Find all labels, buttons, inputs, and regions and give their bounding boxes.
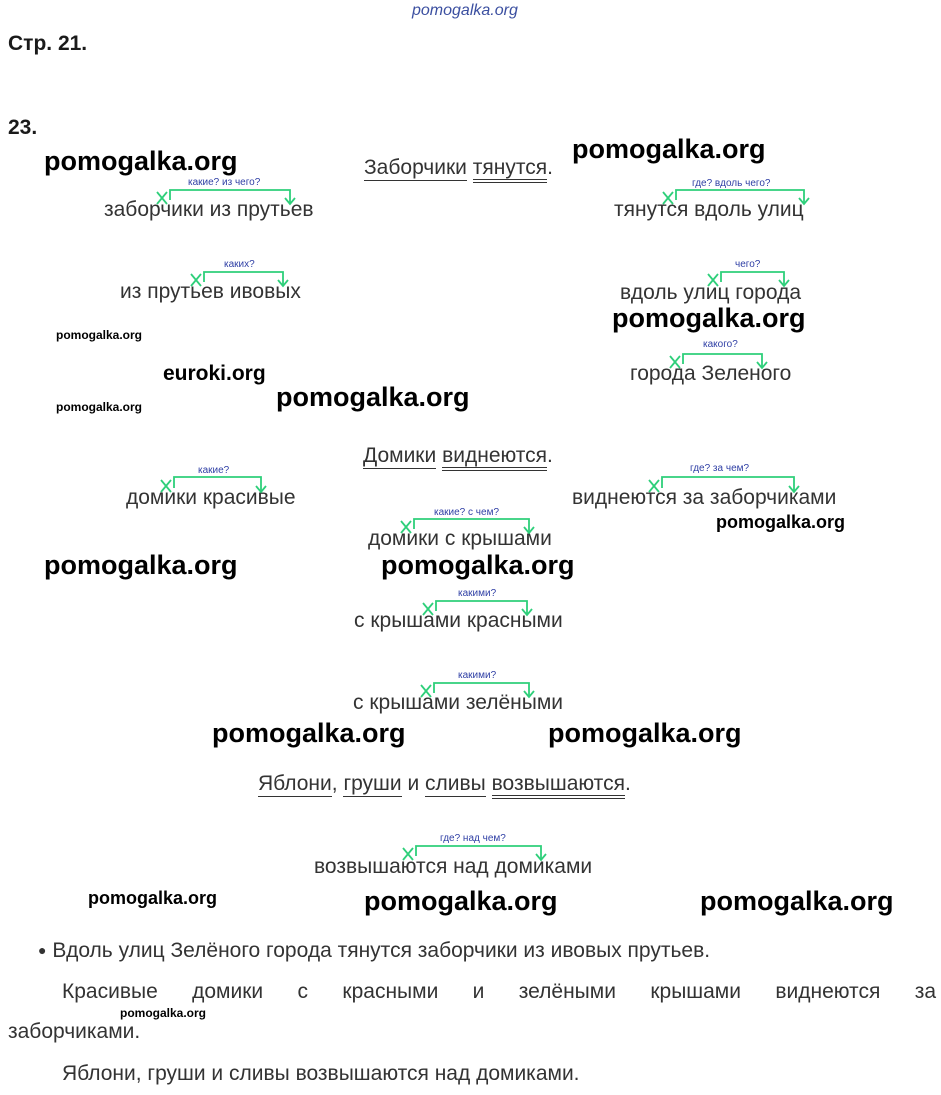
watermark: pomogalka.org — [56, 400, 143, 414]
dependency-arc — [663, 190, 809, 204]
dependency-arc — [161, 477, 266, 492]
phrase: города Зеленого — [630, 362, 792, 385]
watermark: pomogalka.org — [548, 718, 742, 748]
period: . — [547, 444, 553, 467]
comma: , — [331, 772, 338, 795]
watermark: pomogalka.org — [44, 550, 238, 580]
watermark: pomogalka.org — [381, 550, 575, 580]
predicate: возвышаются — [492, 772, 625, 799]
dependency-arc — [423, 601, 532, 615]
question-label: где? вдоль чего? — [692, 178, 771, 189]
predicate: виднеются — [442, 444, 547, 471]
dependency-arc — [670, 354, 767, 368]
subject-3: сливы — [425, 772, 486, 795]
dependency-arc — [708, 272, 789, 286]
phrase: из прутьев ивовых — [120, 280, 301, 303]
phrase: с крышами зелёными — [353, 691, 563, 714]
watermark: pomogalka.org — [88, 888, 218, 908]
dependency-arc — [157, 190, 295, 204]
watermark: pomogalka.org — [612, 303, 806, 333]
watermark: pomogalka.org — [120, 1006, 207, 1020]
watermark: pomogalka.org — [276, 382, 470, 412]
phrase: домики красивые — [126, 486, 296, 509]
exercise-number: 23. — [8, 116, 38, 139]
subject-1: Яблони — [258, 772, 332, 795]
watermark: pomogalka.org — [572, 134, 766, 164]
question-label: где? за чем? — [690, 463, 750, 474]
dependency-arc — [191, 272, 288, 286]
watermark: pomogalka.org — [212, 718, 406, 748]
watermark-alt: euroki.org — [163, 362, 266, 385]
period: . — [624, 772, 631, 795]
question-label: какие? из чего? — [188, 177, 261, 188]
conjunction: и — [407, 772, 420, 795]
question-label: где? над чем? — [440, 833, 506, 844]
question-label: какого? — [703, 339, 738, 350]
answer-line-2-cont: заборчиками. — [8, 1020, 141, 1043]
question-label: какими? — [458, 670, 497, 681]
dependency-arc — [401, 519, 534, 533]
watermark: pomogalka.org — [716, 512, 846, 532]
phrase: домики с крышами — [368, 527, 552, 550]
phrase: с крышами красными — [354, 609, 563, 632]
answer-line-2: Красивые домики с красными и зелёными крышами виднеются за — [62, 980, 936, 1003]
subject: Домики — [363, 444, 437, 467]
period: . — [547, 156, 553, 179]
question-label: каких? — [224, 259, 255, 270]
dependency-arc — [649, 477, 799, 492]
phrase: тянутся вдоль улиц — [614, 198, 804, 221]
dependency-arc — [421, 683, 534, 697]
question-label: чего? — [735, 259, 761, 270]
phrase: виднеются за заборчиками — [572, 486, 837, 509]
phrase: возвышаются над домиками — [314, 855, 593, 878]
top-watermark: pomogalka.org — [412, 2, 518, 19]
dependency-arc — [403, 846, 546, 860]
question-label: какими? — [458, 588, 497, 599]
answer-line-3: Яблони, груши и сливы возвышаются над домиками. — [62, 1062, 580, 1085]
watermark: pomogalka.org — [56, 328, 143, 342]
watermark: pomogalka.org — [700, 886, 894, 916]
phrase: вдоль улиц города — [620, 281, 802, 304]
watermark: pomogalka.org — [364, 886, 558, 916]
page-label: Стр. 21. — [8, 32, 88, 55]
answer-text: Вдоль улиц Зелёного города тянутся заборчики из ивовых прутьев. — [52, 939, 711, 962]
answer-line-1 — [38, 934, 710, 967]
subject-2: груши — [343, 772, 402, 795]
question-label: какие? — [198, 465, 230, 476]
watermark: pomogalka.org — [44, 146, 238, 176]
bullet: ● — [38, 942, 47, 958]
predicate: тянутся — [473, 156, 547, 183]
phrase: заборчики из прутьев — [104, 198, 314, 221]
question-label: какие? с чем? — [434, 507, 500, 518]
subject: Заборчики — [364, 156, 467, 179]
